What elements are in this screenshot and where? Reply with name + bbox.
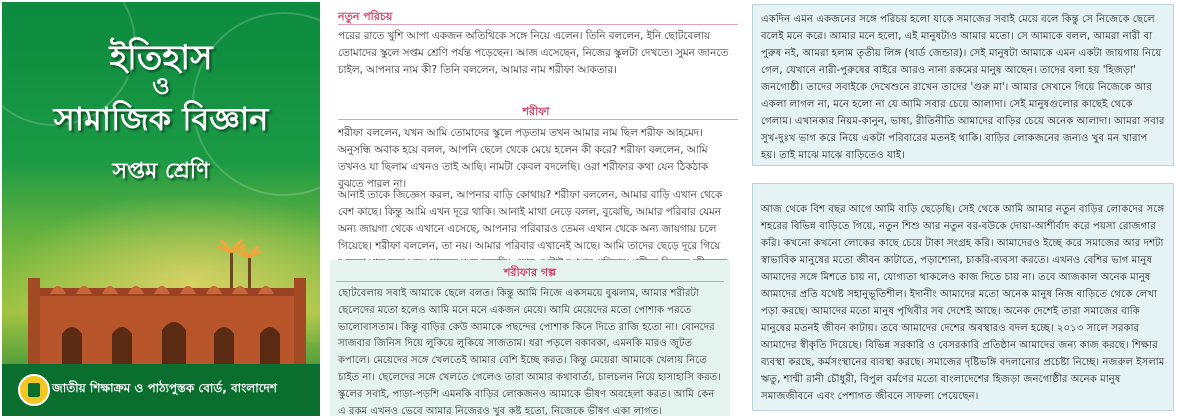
story-box-text: ছোটবেলায় সবাই আমাকে ছেলে বলত। কিন্তু আমি নিজে একসময়ে বুঝলাম, আমার শরীরটা ছেলেদের মতো হলেও আমি মনে মনে একজন মেয়ে। আমি মেয়েদের মতো পোশাক পরতে ভালোবাসতাম। কিন্তু বাড়ির কেউ আমাকে পছন্দের পোশাক কিনে দিতে রাজি হতো না। বোনদের সাজবার জিনিস দিয়ে লুকিয়ে লুকিয়ে সাজতাম। ধরা পড়লে বকাবকা, এমনকি মারও জুটত কপালে। মেয়েদের সঙ্গে খেলতেই আমার বেশি ইচ্ছে করত। কিন্তু মেয়েরা আমাকে খেলায় নিতে চাইত না। ছেলেদের সঙ্গে খেলতে গেলেও তারা আমার কথাবার্তা, চালচলন নিয়ে হাসাহাসি করত। স্কুলের সবাই, পাড়া-পড়শি এমনকি বাড়ির লোকজনও আমাকে ভীষণ অবহেলা করত। আমি কেন এ রকম এখনও ভেবে আমার নিজেরও খুব কষ্ট হতো, নিজেকে ভীষণ একা লাগত।: [338, 288, 721, 416]
story-box-title: শরীফার গল্প: [504, 266, 556, 279]
story-continuation-panel-2: [752, 183, 1174, 411]
panel-1-text: একদিন এমন একজনের সঙ্গে পরিচয় হলো যাকে সমাজের সবাই মেয়ে বলে কিন্তু সে নিজেকে ছেলে বলেই মনে করে। আমার মনে হলো, এই মানুষটাও আমার মতো। সে আমাকে বলল, আমরা নারী বা পুরুষ নই, আমরা হলাম তৃতীয় লিঙ্গ (থার্ড জেন্ডার)। সেই মানুষটা আমাকে এমন একটা জায়গায় নিয়ে গেল, যেখানে নারী-পুরুষের বাইরে আরও নানা রকমের মানুষ আছেন। তাদের বলা হয় 'হিজড়া' জনগোষ্ঠী। তাদের সবাইকে দেখেশুনে রাখেন তাদের 'গুরু মা'। আমার সেখানে গিয়ে নিজেকে আর একলা লাগল না, মনে হলো না যে আমি সবার চেয়ে আলাদা। সেই মানুষগুলোর কাছেই থেকে গেলাম। এখানকার নিয়ম-কানুন, ভাষা, রীতিনীতি আমাদের বাড়ির চেয়ে অনেক আলাদা। আমরা সবার সুখ-দুঃখ ভাগ করে নিয়ে একটা পরিবারের মতনই থাকি। বাড়ির লোকজনের জন্যও খুব মন খারাপ হয়। তাই মাঝে মাঝে বাড়িতেও যাই।: [761, 14, 1165, 161]
mosque-illustration: [2, 2, 320, 364]
panel-2-text: আজ থেকে বিশ বছর আগে আমি বাড়ি ছেড়েছি। সেই থেকে আমি আমার নতুন বাড়ির লোকদের সঙ্গে শহরের বিভিন্ন বাড়িতে গিয়ে, নতুন শিশু আর নতুন বর-বউকে দোয়া-আশীর্বাদ করে পয়সা রোজগার করি। কখনো কখনো লোকের কাছে চেয়ে টাকা সংগ্রহ করি। আমাদেরও ইচ্ছে করে সমাজের আর দশটা স্বাভাবিক মানুষের মতো জীবন কাটাতে, পড়াশোনা, চাকরি-ব্যবসা করতে। এখনও বেশির ভাগ মানুষ আমাদের সঙ্গে মিশতে চায় না, যোগ্যতা থাকলেও কাজ দিতে চায় না। তবে আজকাল অনেক মানুষ আমাদের প্রতি যথেষ্ট সহানুভূতিশীল। ইদানীং আমাদের মতো অনেক মানুষ নিজ বাড়িতে থেকে লেখা পড়া করছে। আমাদের মতো মানুষ পৃথিবীর সব দেশেই আছে। অনেক দেশেই তারা সমাজের বাকি মানুষের মতনই জীবন কাটায়। তবে আমাদের দেশের অবস্থারও বদল হচ্ছে। ২০১৩ সালে সরকার আমাদের স্বীকৃতি দিয়েছে। বিভিন্ন সরকারি ও বেসরকারি প্রতিষ্ঠান আমাদের জন্য কাজ করছে। শিক্ষার ব্যবস্থা করছে, কর্মসংস্থানের ব্যবস্থা করছে। সমাজের দৃষ্টিভঙ্গি বদলানোর প্রচেষ্টা নিচ্ছে। নজরুল ইসলাম ঋতু, শাম্মী রানী চৌধুরী, বিপুল বর্মণের মতো বাংলাদেশের হিজড়া জনগোষ্ঠীর অনেক মানুষ সমাজজীবনে এবং পেশাগত জীবনে সাফল্য পেয়েছেন।: [761, 204, 1165, 402]
story-box-divider: [336, 281, 724, 282]
cover-title-line3: সামাজিক বিজ্ঞান: [53, 100, 269, 138]
textbook-page: [324, 2, 744, 416]
section-text-sharifa: শরীফা বললেন, যখন আমি তোমাদের স্কুলে পড়তাম তখন আমার নাম ছিল শরীফ আহমেদ। অনুসন্ধি অবাক হয়ে বলল, আপনি ছেলে থেকে মেয়ে হলেন কী করে? শরীফা বললেন, আমি তখনও যা ছিলাম এখনও তাই আছি। নামটা কেবল বদলেছি। ওরা শরীফার কথা যেন ঠিকঠাক বুঝতে পারল না।: [338, 127, 709, 190]
cover-title-line1: ইতিহাস: [109, 38, 213, 78]
section-divider: [338, 24, 738, 25]
section-text-new-introduction: পরের রাতে খুশি আপা একজন অতিথিকে সঙ্গে নিয়ে এলেন। তিনি বললেন, ইনি ছোটবেলায় তোমাদের স্কুলে সপ্তম শ্রেণি পর্যন্ত পড়েছেন। আজ এসেছেন, নিজের স্কুলটা দেখতে। সুমন জানতে চাইল, আপনার নাম কী? তিনি বললেন, আমার নাম শরীফা আকতার।: [338, 30, 729, 76]
section-title-new-introduction: নতুন পরিচয়: [338, 10, 393, 23]
book-cover: [2, 2, 320, 416]
cover-title-line2: ও: [152, 72, 170, 100]
story-continuation-panel-1: [752, 4, 1174, 166]
nctb-logo-icon: [18, 374, 50, 406]
publisher-name: জাতীয় শিক্ষাক্রম ও পাঠ্যপুস্তক বোর্ড, বাংলাদেশ: [52, 381, 277, 395]
sharifa-story-box: [330, 260, 730, 416]
cover-grade: সপ্তম শ্রেণি: [112, 159, 210, 184]
section-text-sharifa-2: আনাই তাকে জিজ্ঞেস করল, আপনার বাড়ি কোথায়? শরীফা বললেন, আমার বাড়ি এখান থেকে বেশ কাছে। কিন্তু আমি এখন দূরে থাকি। আনাই মাথা নেড়ে বলল, বুঝেছি, আমার পরিবার যেমন অন্য জায়গা থেকে এখানে এসেছে, আপনার পরিবারও তেমন এখান থেকে অন্য জায়গায় চলে গিয়েছে। শরীফা বললেন, তা নয়। আমার পরিবার এখানেই আছে। আমি তাদের ছেড়ে দূরে গিয়ে: [338, 189, 723, 252]
palm-tree-icon: [237, 246, 261, 293]
section-divider: [338, 119, 738, 120]
section-title-sharifa: শরীফা: [522, 105, 550, 118]
